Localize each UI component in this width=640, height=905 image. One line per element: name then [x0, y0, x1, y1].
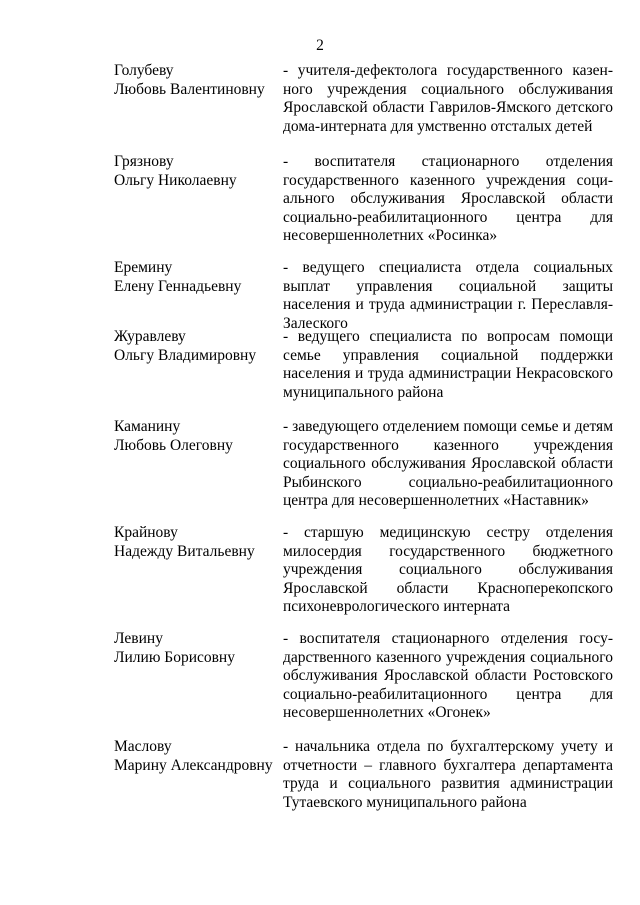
position-description: - учителя-дефектолога государственного казенного учреждения социального обслуживания Ярославской области Гаврилов-Ямского детского дома-интерната для умственно отсталых детей: [283, 62, 613, 135]
person-name: [114, 153, 282, 190]
person-given-names: Елену Геннадьевну: [114, 277, 242, 295]
person-given-names: Любовь Олеговну: [114, 436, 233, 454]
person-surname: Крайнову: [114, 524, 178, 541]
position-description: - воспитателя стационарного отделения государственного казенного учреждения социального обслуживания Ярославской области социально-реабилитационного центра для несовершеннолетних «Росинка»: [283, 153, 613, 244]
person-surname: Грязнову: [114, 153, 174, 170]
person-surname: Журавлеву: [114, 328, 186, 345]
person-given-names: Любовь Валентиновну: [114, 80, 265, 98]
page-number: 2: [316, 37, 324, 54]
person-given-names: Марину Александровну: [114, 756, 273, 774]
person-name: [114, 328, 282, 365]
person-surname: Каманину: [114, 418, 181, 435]
position-description: - ведущего специалиста отдела социальных выплат управления социальной защиты населения и труда администрации г. Переславля-Залеского: [283, 259, 613, 332]
position-description: - воспитателя стационарного отделения государственного казенного учреждения социального обслуживания Ярославской области Ростовского социально-реабилитационного центра для несовершеннолетних «Огонек»: [283, 630, 613, 721]
position-description: - ведущего специалиста по вопросам помощи семье управления социальной поддержки населения и труда администрации Некрасовского муниципального района: [283, 328, 613, 401]
position-description: - старшую медицинскую сестру отделения милосердия государственного бюджетного учреждения социального обслуживания Ярославской области Красноперекопского психоневрологического интерната: [283, 524, 613, 615]
person-name: [114, 524, 282, 561]
person-name: [114, 259, 282, 296]
person-given-names: Лилию Борисовну: [114, 648, 235, 666]
person-given-names: Ольгу Владимировну: [114, 346, 257, 364]
person-given-names: Ольгу Николаевну: [114, 171, 237, 189]
position-description: - начальника отдела по бухгалтерскому учету и отчетности – главного бухгалтера департамента труда и социального развития администрации Тутаевского муниципального района: [283, 738, 613, 811]
person-name: [114, 738, 282, 775]
person-surname: Левину: [114, 630, 163, 647]
person-surname: Маслову: [114, 738, 172, 755]
person-name: [114, 630, 282, 667]
person-name: [114, 418, 282, 455]
person-given-names: Надежду Витальевну: [114, 542, 255, 560]
person-surname: Голубеву: [114, 62, 174, 79]
person-surname: Еремину: [114, 259, 173, 276]
position-description: - заведующего отделением помощи семье и детям государственного казенного учреждения социального обслуживания Ярославской области Рыбинского социально-реабилитационного центра для несовершеннолетних «Наставник»: [283, 418, 613, 509]
person-name: [114, 62, 282, 99]
